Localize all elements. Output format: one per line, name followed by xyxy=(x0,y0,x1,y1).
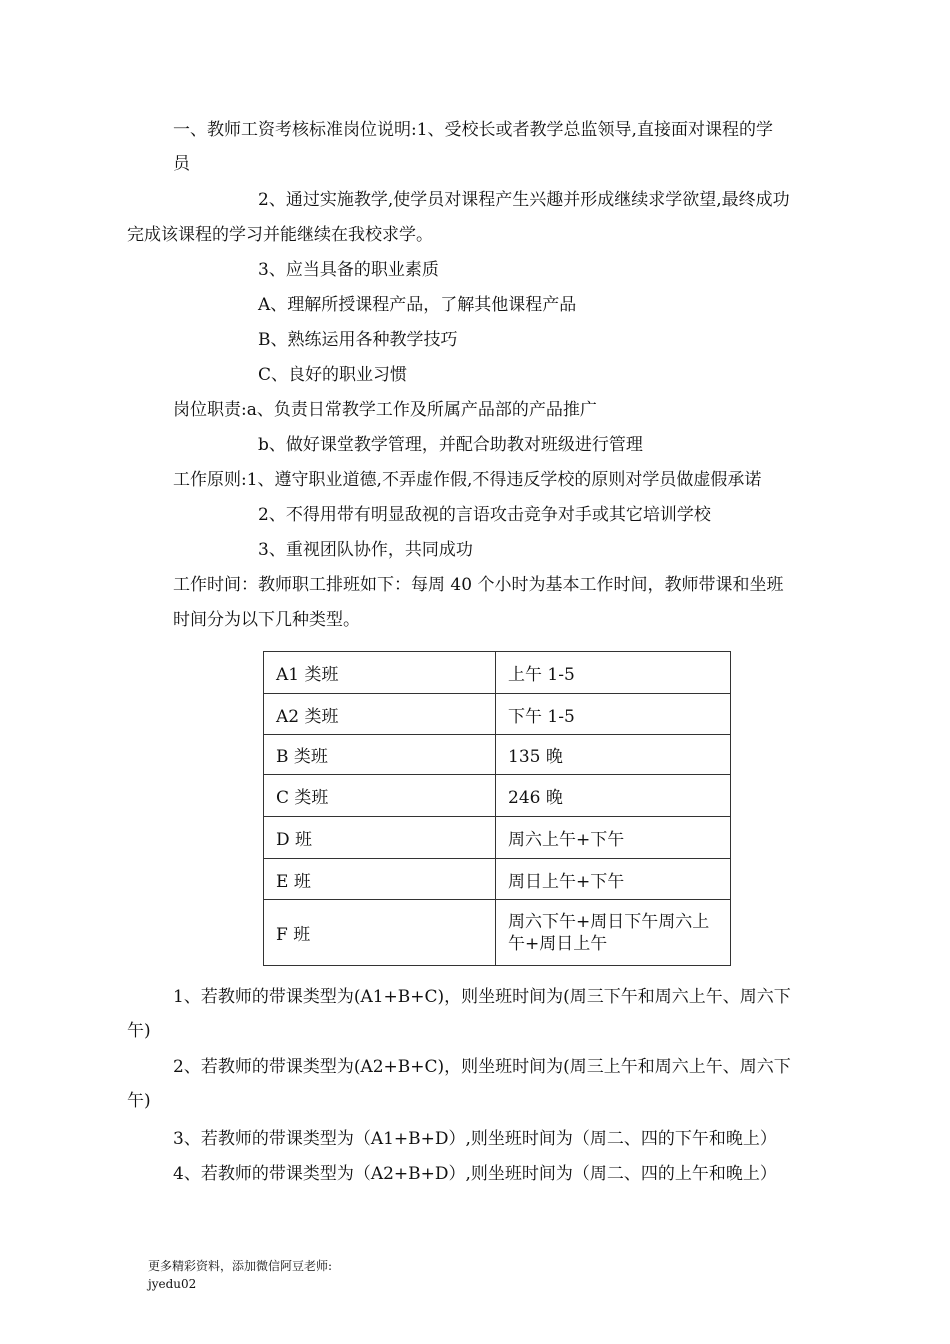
table-row xyxy=(264,900,731,966)
worktime-text-cont: 时间分为以下几种类型。 xyxy=(173,610,360,630)
rule-1-cont: 午) xyxy=(127,1021,151,1041)
quality-b: B、熟练运用各种教学技巧 xyxy=(258,330,458,350)
paragraph-post-description-cont: 员 xyxy=(173,154,190,174)
table-cell-class: F 班 xyxy=(264,900,496,966)
table-cell-class: A2 类班 xyxy=(264,694,496,735)
worktime-text: 工作时间：教师职工排班如下：每周 40 个小时为基本工作时间，教师带课和坐班 xyxy=(173,575,784,595)
schedule-table xyxy=(263,651,731,966)
quality-c: C、良好的职业习惯 xyxy=(258,365,408,385)
paragraph-item-2-cont: 完成该课程的学习并能继续在我校求学。 xyxy=(127,225,433,245)
table-cell-class: E 班 xyxy=(264,859,496,900)
quality-a: A、理解所授课程产品，了解其他课程产品 xyxy=(258,295,577,315)
table-row xyxy=(264,735,731,775)
paragraph-item-3: 3、应当具备的职业素质 xyxy=(258,260,439,280)
duty-b: b、做好课堂教学管理，并配合助教对班级进行管理 xyxy=(258,435,643,455)
table-row xyxy=(264,652,731,694)
table-cell-time: 上午 1-5 xyxy=(496,652,731,694)
table-cell-time: 246 晚 xyxy=(496,775,731,817)
principle-3: 3、重视团队协作，共同成功 xyxy=(258,540,473,560)
rule-1: 1、若教师的带课类型为(A1+B+C)，则坐班时间为(周三下午和周六上午、周六下 xyxy=(173,987,791,1007)
rule-4: 4、若教师的带课类型为（A2+B+D）,则坐班时间为（周二、四的上午和晚上） xyxy=(173,1164,777,1184)
principle-2: 2、不得用带有明显敌视的言语攻击竞争对手或其它培训学校 xyxy=(258,505,711,525)
paragraph-item-2: 2、通过实施教学,使学员对课程产生兴趣并形成继续求学欲望,最终成功 xyxy=(258,190,790,210)
rule-2: 2、若教师的带课类型为(A2+B+C)，则坐班时间为(周三上午和周六上午、周六下 xyxy=(173,1057,791,1077)
table-cell-class: C 类班 xyxy=(264,775,496,817)
table-cell-class: B 类班 xyxy=(264,735,496,775)
table-row xyxy=(264,775,731,817)
table-row xyxy=(264,859,731,900)
table-cell-time: 周日上午+下午 xyxy=(496,859,731,900)
table-cell-time: 下午 1-5 xyxy=(496,694,731,735)
principle-1: 工作原则:1、遵守职业道德,不弄虚作假,不得违反学校的原则对学员做虚假承诺 xyxy=(173,470,762,490)
rule-2-cont: 午) xyxy=(127,1091,151,1111)
table-row xyxy=(264,817,731,859)
table-cell-time: 135 晚 xyxy=(496,735,731,775)
rule-3: 3、若教师的带课类型为（A1+B+D）,则坐班时间为（周二、四的下午和晚上） xyxy=(173,1129,777,1149)
table-cell-class: D 班 xyxy=(264,817,496,859)
footer-wechat-id: jyedu02 xyxy=(148,1277,197,1291)
table-cell-class: A1 类班 xyxy=(264,652,496,694)
table-cell-time: 周六上午+下午 xyxy=(496,817,731,859)
table-row xyxy=(264,694,731,735)
duty-a: 岗位职责:a、负责日常教学工作及所属产品部的产品推广 xyxy=(173,400,597,420)
footer-note: 更多精彩资料，添加微信阿豆老师: xyxy=(148,1259,333,1273)
table-cell-time: 周六下午+周日下午周六上午+周日上午 xyxy=(496,900,731,966)
paragraph-post-description: 一、教师工资考核标准岗位说明:1、受校长或者教学总监领导,直接面对课程的学 xyxy=(173,120,773,140)
